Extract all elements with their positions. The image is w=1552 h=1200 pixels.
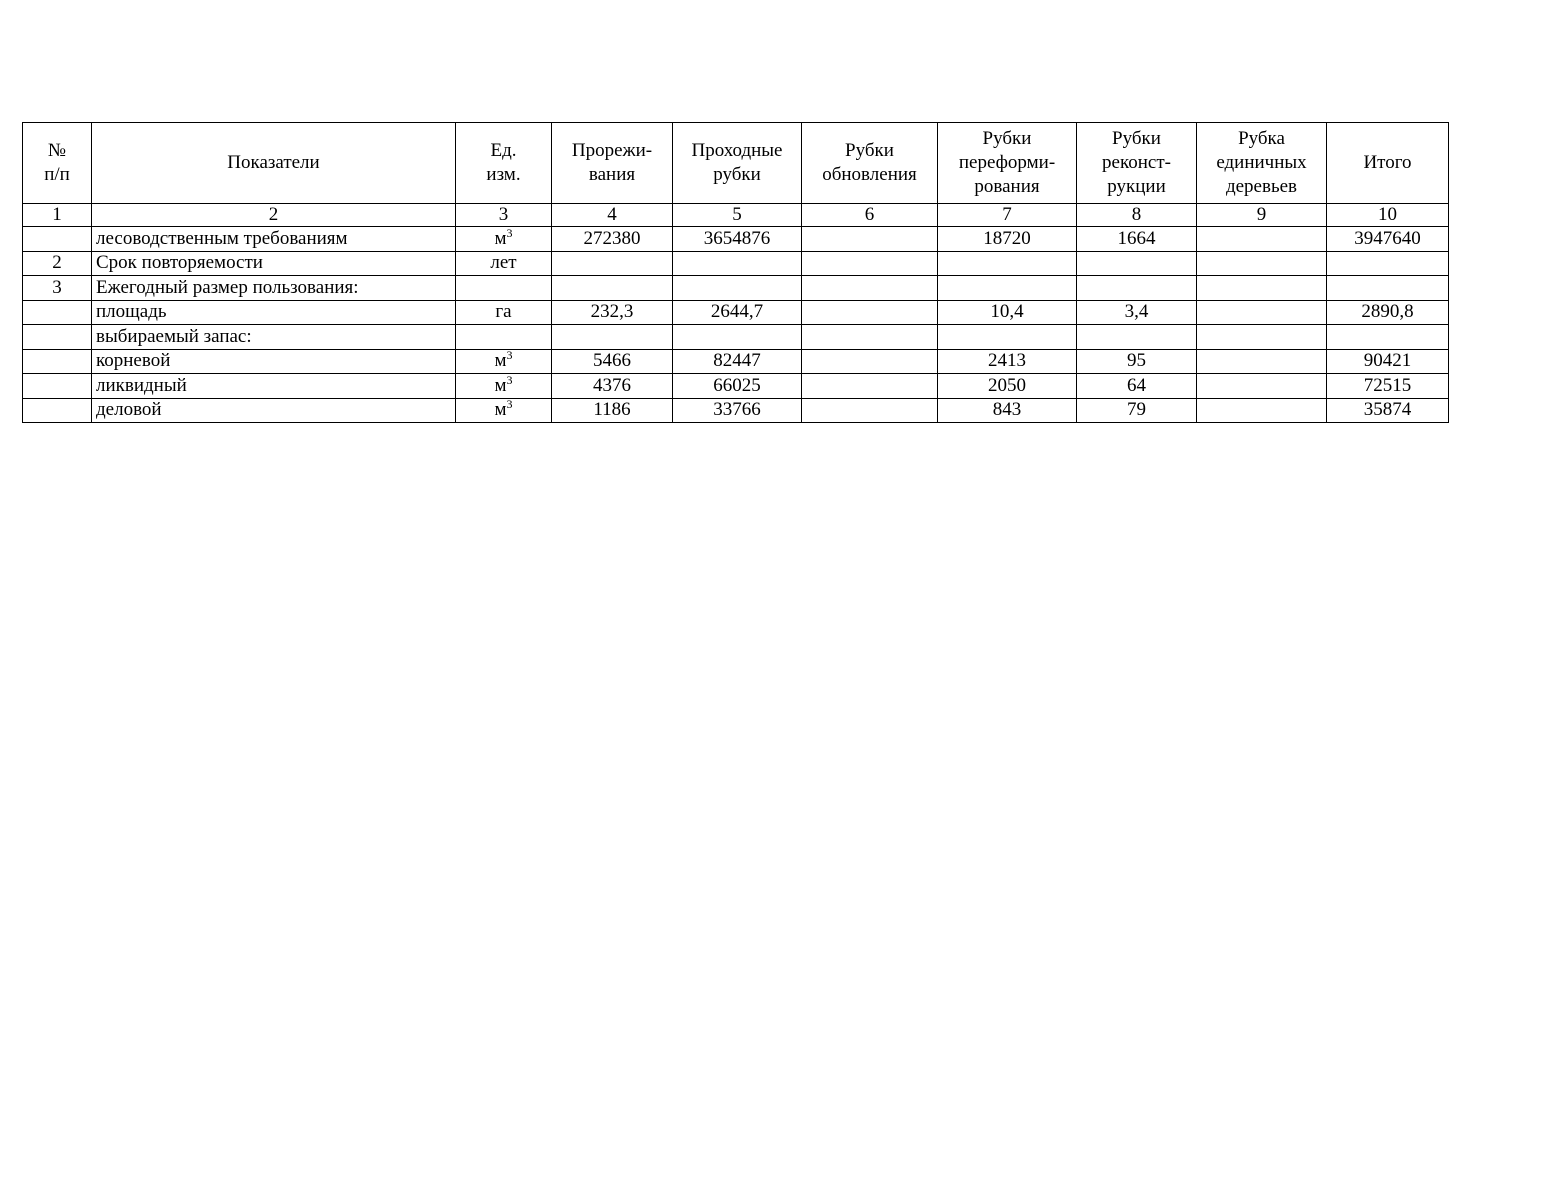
value-cell (1197, 300, 1327, 325)
value-cell (1077, 251, 1197, 276)
row-unit-cell (456, 251, 552, 276)
value-cell (802, 374, 938, 399)
value-cell (552, 276, 673, 301)
table-row (23, 349, 1449, 374)
row-label-cell: выбираемый запас: (92, 325, 456, 350)
value-cell (1197, 349, 1327, 374)
value-cell: 95 (1077, 349, 1197, 374)
column-number: 2 (92, 204, 456, 227)
value-cell: 2644,7 (673, 300, 802, 325)
value-cell: 3654876 (673, 227, 802, 252)
row-number-cell: 3 (23, 276, 92, 301)
unit-superscript: 3 (506, 349, 513, 363)
column-number: 1 (23, 204, 92, 227)
value-cell: 82447 (673, 349, 802, 374)
header-col-passage-cuttings: Проходные рубки (673, 123, 802, 204)
row-label-cell: деловой (92, 398, 456, 423)
unit-text: м (494, 227, 507, 249)
unit-text: м (494, 374, 507, 396)
value-cell: 90421 (1327, 349, 1449, 374)
row-number-cell (23, 227, 92, 252)
table-row (23, 276, 1449, 301)
row-number-cell (23, 325, 92, 350)
value-cell (802, 325, 938, 350)
value-cell (1077, 325, 1197, 350)
column-number: 4 (552, 204, 673, 227)
value-cell (802, 349, 938, 374)
column-number: 10 (1327, 204, 1449, 227)
row-unit-cell (456, 398, 552, 423)
row-label-cell: корневой (92, 349, 456, 374)
value-cell: 3947640 (1327, 227, 1449, 252)
header-col-single-tree-cutting: Рубка единичных деревьев (1197, 123, 1327, 204)
value-cell (673, 251, 802, 276)
value-cell: 3,4 (1077, 300, 1197, 325)
unit-text: га (495, 301, 512, 323)
header-unit: Ед. изм. (456, 123, 552, 204)
row-number-cell (23, 300, 92, 325)
value-cell (802, 276, 938, 301)
unit-text: м (494, 399, 507, 421)
value-cell (802, 300, 938, 325)
unit-superscript: 3 (506, 226, 513, 240)
value-cell (1327, 276, 1449, 301)
header-col-total: Итого (1327, 123, 1449, 204)
column-number: 5 (673, 204, 802, 227)
value-cell: 2413 (938, 349, 1077, 374)
value-cell: 4376 (552, 374, 673, 399)
value-cell (1197, 276, 1327, 301)
row-unit-cell (456, 325, 552, 350)
row-number-cell: 2 (23, 251, 92, 276)
value-cell: 2890,8 (1327, 300, 1449, 325)
value-cell: 232,3 (552, 300, 673, 325)
column-number: 6 (802, 204, 938, 227)
value-cell (552, 251, 673, 276)
table-row (23, 300, 1449, 325)
table-row (23, 398, 1449, 423)
row-label-cell: Срок повторяемости (92, 251, 456, 276)
row-label-cell: ликвидный (92, 374, 456, 399)
value-cell (673, 325, 802, 350)
unit-superscript: 3 (506, 373, 513, 387)
row-number-cell (23, 398, 92, 423)
table-row (23, 227, 1449, 252)
value-cell: 1664 (1077, 227, 1197, 252)
unit-text: м (494, 350, 507, 372)
header-indicator: Показатели (92, 123, 456, 204)
column-number-row (23, 204, 1449, 227)
row-label-cell: Ежегодный размер пользования: (92, 276, 456, 301)
unit-superscript: 3 (506, 398, 513, 412)
header-num: № п/п (23, 123, 92, 204)
table-row (23, 325, 1449, 350)
value-cell: 2050 (938, 374, 1077, 399)
unit-text: лет (490, 252, 517, 274)
column-number: 9 (1197, 204, 1327, 227)
value-cell: 66025 (673, 374, 802, 399)
value-cell (802, 398, 938, 423)
value-cell: 843 (938, 398, 1077, 423)
value-cell: 272380 (552, 227, 673, 252)
header-col-renewal-cuttings: Рубки обновления (802, 123, 938, 204)
row-unit-cell (456, 276, 552, 301)
value-cell: 72515 (1327, 374, 1449, 399)
row-unit-cell (456, 300, 552, 325)
value-cell (1197, 398, 1327, 423)
value-cell (1327, 251, 1449, 276)
value-cell: 18720 (938, 227, 1077, 252)
header-col-thinning: Прорежи- вания (552, 123, 673, 204)
table-row (23, 251, 1449, 276)
value-cell: 33766 (673, 398, 802, 423)
value-cell (1077, 276, 1197, 301)
row-number-cell (23, 374, 92, 399)
header-col-reconstruction-cuttings: Рубки реконст- рукции (1077, 123, 1197, 204)
value-cell (673, 276, 802, 301)
value-cell (1197, 251, 1327, 276)
row-unit-cell (456, 374, 552, 399)
value-cell: 5466 (552, 349, 673, 374)
table-row (23, 374, 1449, 399)
value-cell (802, 251, 938, 276)
value-cell (1197, 374, 1327, 399)
row-label-cell: лесоводственным требованиям (92, 227, 456, 252)
column-number: 8 (1077, 204, 1197, 227)
value-cell (1197, 227, 1327, 252)
value-cell: 79 (1077, 398, 1197, 423)
value-cell: 35874 (1327, 398, 1449, 423)
value-cell (938, 276, 1077, 301)
row-number-cell (23, 349, 92, 374)
table-header-row (23, 123, 1449, 204)
column-number: 7 (938, 204, 1077, 227)
value-cell (938, 325, 1077, 350)
value-cell: 64 (1077, 374, 1197, 399)
table-body (23, 123, 1449, 423)
value-cell (802, 227, 938, 252)
value-cell (552, 325, 673, 350)
forest-use-table (22, 122, 1449, 423)
row-label-cell: площадь (92, 300, 456, 325)
row-unit-cell (456, 227, 552, 252)
row-unit-cell (456, 349, 552, 374)
value-cell (1197, 325, 1327, 350)
value-cell (1327, 325, 1449, 350)
column-number: 3 (456, 204, 552, 227)
value-cell: 10,4 (938, 300, 1077, 325)
value-cell: 1186 (552, 398, 673, 423)
header-col-reformation-cuttings: Рубки переформи- рования (938, 123, 1077, 204)
value-cell (938, 251, 1077, 276)
